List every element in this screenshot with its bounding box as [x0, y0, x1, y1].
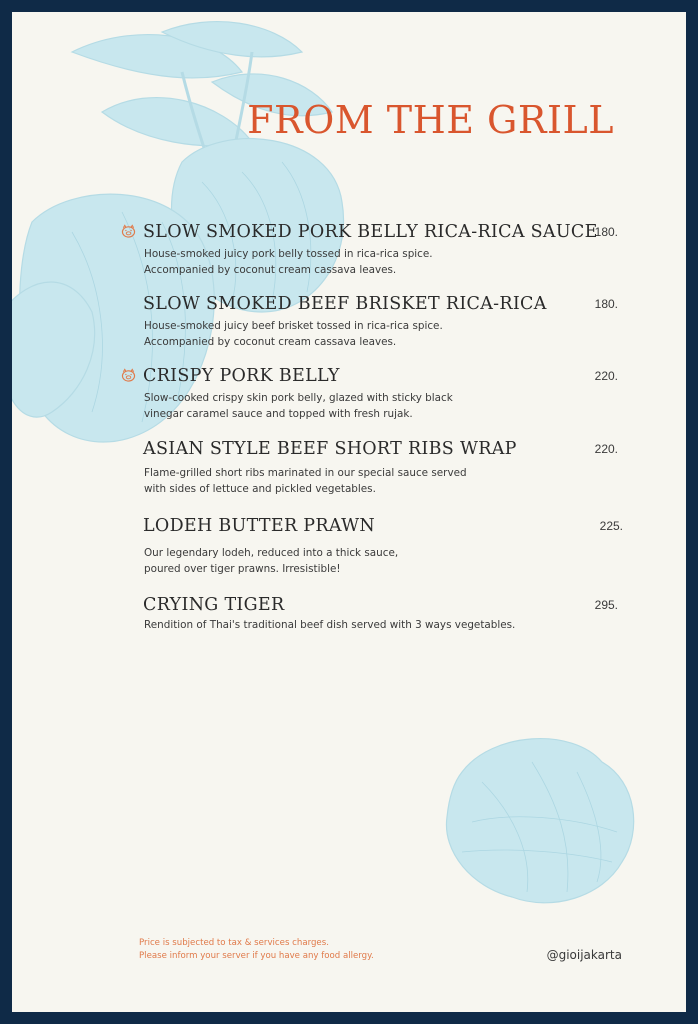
- item-description-line: poured over tiger prawns. Irresistible!: [144, 563, 341, 575]
- item-description-line: Accompanied by coconut cream cassava leaves.: [144, 336, 397, 348]
- item-description-line: with sides of lettuce and pickled vegetables.: [144, 483, 376, 495]
- pig-icon: [121, 224, 136, 238]
- item-price: 225.: [599, 519, 623, 533]
- item-description: [144, 318, 584, 350]
- footer-note-line: Please inform your server if you have any food allergy.: [139, 951, 374, 961]
- item-price: 295.: [594, 598, 618, 612]
- footer-note-line: Price is subjected to tax & services charges.: [139, 938, 329, 948]
- vegetable-illustration: [12, 12, 686, 1012]
- menu-page: [12, 12, 686, 1012]
- footer-note: [139, 937, 374, 963]
- item-description: [144, 246, 584, 278]
- item-description-line: Our legendary lodeh, reduced into a thick sauce,: [144, 547, 399, 559]
- item-price: 180.: [594, 225, 618, 239]
- item-description-line: House-smoked juicy beef brisket tossed in rica-rica spice.: [144, 320, 443, 332]
- item-description-line: Rendition of Thai's traditional beef dish served with 3 ways vegetables.: [144, 619, 516, 631]
- item-name: CRISPY PORK BELLY: [143, 366, 340, 386]
- item-description-line: House-smoked juicy pork belly tossed in rica-rica spice.: [144, 248, 433, 260]
- item-name: SLOW SMOKED PORK BELLY RICA-RICA SAUCE: [143, 222, 598, 242]
- item-name: ASIAN STYLE BEEF SHORT RIBS WRAP: [143, 439, 517, 459]
- item-description-line: vinegar caramel sauce and topped with fresh rujak.: [144, 408, 413, 420]
- item-description-line: Slow-cooked crispy skin pork belly, glazed with sticky black: [144, 392, 453, 404]
- item-price: 220.: [594, 442, 618, 456]
- item-description-line: Accompanied by coconut cream cassava leaves.: [144, 264, 397, 276]
- item-price: 180.: [594, 297, 618, 311]
- pig-icon: [121, 368, 136, 382]
- item-description: [144, 617, 614, 633]
- page-title: FROM THE GRILL: [247, 98, 614, 142]
- social-handle: @gioijakarta: [546, 948, 622, 962]
- item-name: SLOW SMOKED BEEF BRISKET RICA-RICA: [143, 294, 547, 314]
- item-price: 220.: [594, 369, 618, 383]
- item-description-line: Flame-grilled short ribs marinated in our special sauce served: [144, 467, 467, 479]
- item-name: CRYING TIGER: [143, 595, 285, 615]
- item-description: [144, 545, 584, 577]
- item-description: [144, 390, 584, 422]
- item-description: [144, 465, 584, 497]
- item-name: LODEH BUTTER PRAWN: [143, 516, 375, 536]
